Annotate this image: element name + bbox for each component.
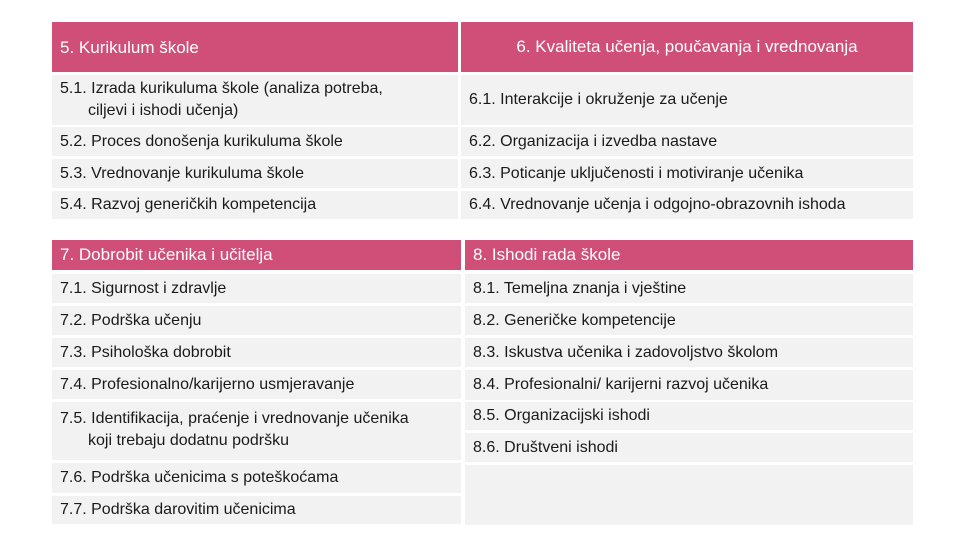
section-8-item-3 — [465, 338, 913, 367]
section-8-item-5 — [465, 402, 913, 430]
section-8-item-6 — [465, 433, 913, 462]
section-5-item-1-line2: ciljevi i ishodi učenja) — [88, 102, 239, 119]
section-6-header — [461, 22, 913, 72]
section-8-item-6-label: 8.6. Društveni ishodi — [473, 438, 618, 456]
section-8-header — [465, 240, 913, 270]
section-5-item-4 — [52, 191, 458, 219]
section-8-item-4-label: 8.4. Profesionalni/ karijerni razvoj učenika — [473, 376, 769, 393]
section-7-item-1-label: 7.1. Sigurnost i zdravlje — [60, 279, 227, 297]
section-8-item-4 — [465, 370, 913, 400]
section-8-item-3-label: 8.3. Iskustva učenika i zadovoljstvo školom — [473, 343, 779, 361]
section-5-item-4-label: 5.4. Razvoj generičkih kompetencija — [60, 196, 317, 213]
section-6-item-2-label: 6.2. Organizacija i izvedba nastave — [469, 132, 718, 150]
section-7-item-7 — [52, 496, 461, 524]
section-8-empty-cell — [465, 465, 913, 525]
section-6-item-3-label: 6.3. Poticanje uključenosti i motiviranje učenika — [469, 164, 804, 182]
section-7-item-5-line2: koji trebaju dodatnu podršku — [88, 432, 290, 449]
section-6-item-1 — [461, 75, 913, 125]
section-5-item-3 — [52, 159, 458, 188]
section-7-header — [52, 240, 461, 270]
section-5-item-1 — [52, 75, 458, 125]
section-7-item-6 — [52, 463, 461, 493]
section-7-item-5-line1: 7.5. Identifikacija, praćenje i vrednovanje učenika — [60, 410, 409, 427]
section-5-item-3-label: 5.3. Vrednovanje kurikuluma škole — [60, 164, 304, 182]
section-6-item-3 — [461, 159, 913, 188]
section-7-item-4-label: 7.4. Profesionalno/karijerno usmjeravanje — [60, 375, 355, 393]
section-6-item-2 — [461, 127, 913, 156]
section-6-title: 6. Kvaliteta učenja, poučavanja i vrednovanja — [516, 37, 858, 56]
section-8-title: 8. Ishodi rada škole — [473, 245, 621, 264]
section-8-item-2-label: 8.2. Generičke kompetencije — [473, 311, 676, 329]
section-5-item-1-line1: 5.1. Izrada kurikuluma škole (analiza potreba, — [60, 80, 383, 97]
section-5-item-2 — [52, 127, 458, 156]
section-6-item-1-label: 6.1. Interakcije i okruženje za učenje — [469, 91, 728, 108]
section-7-item-5 — [52, 402, 461, 460]
section-8-item-1 — [465, 274, 913, 303]
section-7-item-1 — [52, 274, 461, 303]
section-7-item-3-label: 7.3. Psihološka dobrobit — [60, 343, 231, 361]
section-5-header — [52, 22, 458, 72]
section-5-item-2-label: 5.2. Proces donošenja kurikuluma škole — [60, 132, 343, 150]
section-6-item-4 — [461, 191, 913, 219]
section-6-item-4-label: 6.4. Vrednovanje učenja i odgojno-obrazovnih ishoda — [469, 196, 846, 213]
section-8-item-2 — [465, 306, 913, 335]
section-7-item-4 — [52, 370, 461, 399]
section-7-item-7-label: 7.7. Podrška darovitim učenicima — [60, 501, 296, 518]
section-7-item-3 — [52, 338, 461, 367]
section-7-item-2-label: 7.2. Podrška učenju — [60, 311, 202, 329]
section-5-title: 5. Kurikulum škole — [60, 38, 199, 57]
section-7-title: 7. Dobrobit učenika i učitelja — [60, 245, 273, 264]
section-8-item-1-label: 8.1. Temeljna znanja i vještine — [473, 279, 687, 297]
section-8-item-5-label: 8.5. Organizacijski ishodi — [473, 407, 650, 424]
section-7-item-6-label: 7.6. Podrška učenicima s poteškoćama — [60, 469, 339, 486]
section-7-item-2 — [52, 306, 461, 335]
